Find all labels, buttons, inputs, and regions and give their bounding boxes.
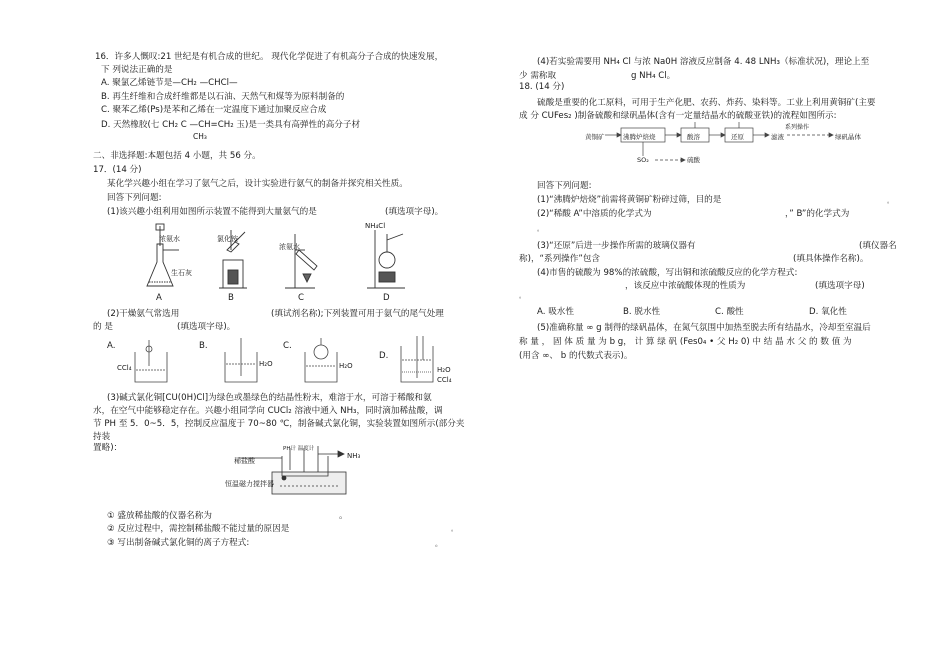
- process-flow-chart: [579, 122, 899, 168]
- apparatus-label-d: D: [383, 293, 390, 303]
- q18-part5-line1: (5)准确称量 ∞ g 制得的绿矾晶体，在氮气氛围中加热至脱去所有结晶水，冷却至室温后: [537, 323, 871, 333]
- q16-stem-line1: 16．许多人慨叹:21 世纪是有机合成的世纪。 现代化学促进了有机高分子合成的快速发展，: [95, 52, 444, 62]
- q17-sub2: ② 反应过程中，需控制稀盐酸不能过量的原因是: [107, 524, 290, 534]
- q18-part1-dot: 。: [887, 198, 894, 205]
- setup-label-ph-meter: PH计 温度计: [283, 446, 315, 452]
- setup-label-stirrer: 恒温磁力搅拌器: [225, 480, 274, 488]
- q16-option-d: D. 天然橡胶(七 CH₂ C —CH=CH₂ 玉)是一类具有高弹性的高分子材: [101, 120, 361, 130]
- tail-label-h2o-b: H₂O: [259, 360, 273, 368]
- flow-ore: 黄铜矿: [585, 133, 605, 141]
- q18-option-c: C. 酸性: [715, 307, 744, 317]
- flow-product: 绿矾晶体: [835, 133, 861, 141]
- q17-part2-b: (填试剂名称);下列装置可用于氨气的尾气处理: [271, 309, 444, 319]
- q18-intro-line1: 硫酸是重要的化工原料，可用于生产化肥、农药、炸药、染料等。工业上利用黄铜矿(主要: [537, 98, 876, 108]
- q18-part3-c: 称)，“系列操作”包含: [519, 254, 601, 264]
- q17-part4-line1: (4)若实验需要用 NH₄ Cl 与浓 Na0H 溶液反应制备 4. 48 LNH₃（标准状况)，理论上至: [537, 57, 870, 67]
- q18-option-d: D. 氧化性: [809, 307, 847, 317]
- q18-part3-d: (填具体操作名称)。: [793, 254, 869, 264]
- q16-option-c: C. 聚苯乙烯(Ps)是苯和乙烯在一定温度下通过加聚反应合成: [101, 105, 327, 115]
- flow-so2: SO₂: [637, 156, 649, 164]
- q17-sub1-dot: 。: [339, 511, 348, 521]
- q17-sub2-dot: 。: [451, 526, 458, 533]
- label-ammonium-chloride: 氯化铵: [217, 235, 238, 243]
- label-nh4cl-d: NH₄Cl: [365, 222, 386, 230]
- q17-part3-line2: 水，在空气中能够稳定存在。兴趣小组同学向 CUCl₂ 溶液中通入 NH₃，同时滴加稀盐酸，调: [93, 406, 443, 416]
- q16-option-d-methyl: CH₃: [193, 132, 207, 141]
- q18-part1: (1)“沸腾炉焙烧”前需将黄铜矿粉碎过筛，目的是: [537, 195, 722, 205]
- flow-series-ops: 系列操作: [785, 124, 810, 131]
- flow-acid-dissolve: 酸溶: [687, 133, 700, 141]
- tail-option-b: B.: [199, 341, 208, 351]
- flow-reduce: 还原: [731, 133, 744, 141]
- setup-label-nh3: NH₃: [347, 452, 361, 460]
- q18-part4-b: ，该反应中浓硫酸体现的性质为: [625, 281, 746, 291]
- q17-sub1: ① 盛放稀盐酸的仪器名称为: [107, 511, 212, 521]
- q17-intro: 某化学兴趣小组在学习了氨气之后，设计实验进行氨气的制备并探究相关性质。: [107, 179, 408, 189]
- q17-sub3: ③ 写出制备碱式氯化铜的离子方程式:: [107, 538, 250, 548]
- q18-answer-prompt: 回答下列问题:: [537, 181, 592, 191]
- tail-label-ccl4-d: CCl₄: [437, 376, 452, 384]
- q17-part3-line5: 置略)：: [93, 443, 123, 453]
- q17-part1-text: (1)该兴趣小组利用如图所示装置不能得到大量氨气的是: [107, 207, 317, 217]
- q18-part2-dot: 。: [537, 226, 544, 233]
- tail-label-h2o-c: H₂O: [339, 362, 353, 370]
- q17-part2-d: (填选项字母)。: [177, 322, 236, 332]
- q18-option-a: A. 吸水性: [537, 307, 574, 317]
- tail-gas-figure: [105, 336, 455, 391]
- q18-part2-b: ，” B”的化学式为: [785, 209, 850, 219]
- q17-sub3-dot: 。: [435, 540, 442, 548]
- q18-intro-line2: 成 分 CUFes₂ )制备硫酸和绿矾晶体(含有一定量结晶水的硫酸亚铁)的流程如图所示:: [519, 111, 837, 121]
- q17-header: 17．(14 分): [93, 165, 142, 175]
- apparatus-label-a: A: [156, 293, 162, 303]
- q18-part3-a: (3)“还原”后进一步操作所需的玻璃仪器有: [537, 241, 696, 251]
- q16-option-a: A. 聚氯乙烯链节是—CH₂ —CHCl—: [101, 78, 238, 88]
- apparatus-label-b: B: [228, 293, 234, 303]
- apparatus-label-c: C: [298, 293, 305, 303]
- ammonia-apparatus-figure: [135, 220, 455, 305]
- q18-part4-a: (4)市售的硫酸为 98%的浓硫酸，写出铜和浓硫酸反应的化学方程式:: [537, 268, 798, 278]
- label-ammonia-water-c: 浓氨水: [279, 243, 300, 251]
- q17-part3-line4: 持装: [93, 432, 111, 442]
- q17-part4-line2: 少 需称取: [519, 71, 557, 81]
- q18-part2-a: (2)“稀酸 A”中溶质的化学式为: [537, 209, 652, 219]
- flow-filtrate: 滤液: [771, 133, 784, 141]
- q18-part4-c: (填选项字母): [815, 281, 865, 291]
- q17-answer-prompt: 回答下列问题:: [107, 193, 162, 203]
- tail-option-c: C.: [283, 341, 292, 351]
- q18-part5-line2: 称 量 ， 固 体 质 量 为 b g， 计 算 绿 矾 (Fes0₄ • 父 H₂ 0) 中 结 晶 水 父 的 数 值 为: [519, 337, 852, 347]
- flow-h2so4: 硫酸: [687, 156, 700, 164]
- q17-part2-a: (2)干燥氨气常选用: [107, 309, 180, 319]
- q18-part3-b: (填仪器名: [859, 241, 897, 251]
- label-ammonia-water-a: 浓氨水: [159, 235, 180, 243]
- q16-stem-line2: 下 列说法正确的是: [101, 65, 173, 75]
- q17-part3-line3: 节 PH 至 5．0~5．5，控制反应温度于 70~80 ℃，制备碱式氯化铜，实验装置如图所示(部分夹: [93, 419, 465, 429]
- section-2-header: 二、非选择题:本题包括 4 小题，共 56 分。: [93, 151, 261, 161]
- q16-option-b: B. 再生纤维和合成纤维都是以石油、天然气和煤等为原料制备的: [101, 92, 345, 102]
- q18-option-b: B. 脱水性: [623, 307, 661, 317]
- q18-part5-line3: (用含 ∞、 b 的代数式表示)。: [519, 351, 633, 361]
- flow-roast: 沸腾炉焙烧: [623, 133, 656, 141]
- q17-part4-line3: g NH₄ Cl。: [631, 71, 676, 81]
- apparatus-d: [367, 230, 405, 288]
- q18-header: 18. (14 分): [519, 82, 565, 92]
- q17-part1-fill: (填选项字母)。: [385, 207, 444, 217]
- q17-part3-line1: (3)碱式氯化铜[CU(0H)Cl]为绿色或墨绿色的结晶性粉末，难溶于水，可溶于稀酸和氨: [107, 393, 432, 403]
- tail-label-h2o-d: H₂O: [437, 366, 451, 374]
- q18-part4-dot: 。: [519, 293, 526, 300]
- tail-option-d: D.: [379, 351, 389, 361]
- q17-part2-c: 的 是: [93, 322, 113, 332]
- tail-option-a: A.: [107, 341, 116, 351]
- label-quicklime: 生石灰: [171, 269, 192, 277]
- tail-label-ccl4: CCl₄: [117, 364, 132, 372]
- setup-label-dilute-hcl: 稀盐酸: [234, 457, 255, 465]
